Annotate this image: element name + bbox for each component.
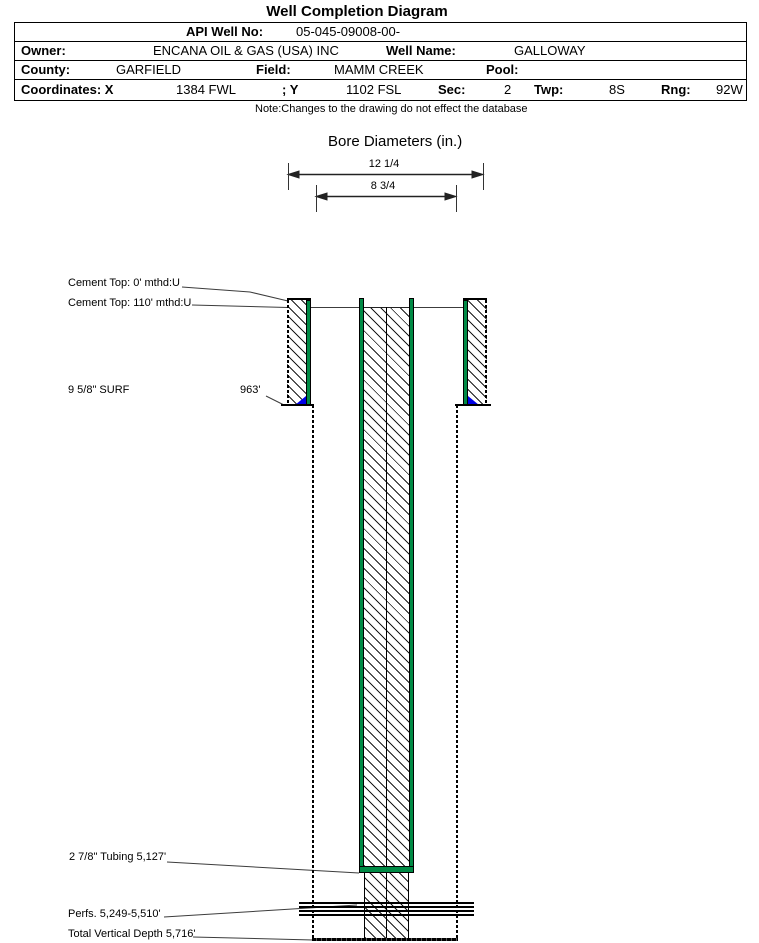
tubing-wall-right bbox=[409, 298, 414, 873]
inner-bore-diameter-value: 8 3/4 bbox=[370, 180, 396, 192]
perforation-line bbox=[299, 914, 474, 916]
page-title: Well Completion Diagram bbox=[266, 3, 448, 20]
borehole-wall-right bbox=[456, 405, 458, 941]
sec-value: 2 bbox=[504, 82, 512, 97]
outer-dim-arrow bbox=[288, 171, 483, 178]
outer-dim-tick-left bbox=[288, 163, 289, 190]
well-name-value: GALLOWAY bbox=[514, 43, 586, 58]
inner-dim-tick-right bbox=[456, 185, 457, 212]
api-label: API Well No: bbox=[186, 24, 264, 39]
coordinates-y-label: ; Y bbox=[282, 82, 299, 97]
surface-casing-label: 9 5/8" SURF bbox=[68, 384, 130, 396]
owner-label: Owner: bbox=[21, 43, 66, 58]
database-note: Note:Changes to the drawing do not effect the database bbox=[255, 103, 528, 115]
coordinates-x-value: 1384 FWL bbox=[176, 82, 236, 97]
perforation-line bbox=[299, 902, 474, 904]
county-value: GARFIELD bbox=[116, 62, 182, 77]
cement-top-110-leader bbox=[192, 305, 463, 308]
inner-dim-tick-left bbox=[316, 185, 317, 212]
perforations-label: Perfs. 5,249-5,510' bbox=[68, 908, 161, 920]
field-label: Field: bbox=[256, 62, 291, 77]
casing-wall-right bbox=[463, 300, 468, 405]
outer-dim-tick-right bbox=[483, 163, 484, 190]
county-label: County: bbox=[21, 62, 71, 77]
api-value: 05-045-09008-00- bbox=[296, 24, 401, 39]
cement-top-0-label: Cement Top: 0' mthd:U bbox=[68, 277, 180, 289]
surface-casing-left bbox=[287, 298, 311, 405]
inner-dim-arrow bbox=[316, 193, 456, 200]
perforation-line bbox=[299, 910, 474, 912]
pool-label: Pool: bbox=[486, 62, 519, 77]
borehole-edge-right-outer bbox=[485, 300, 487, 405]
field-value: MAMM CREEK bbox=[334, 62, 424, 77]
tubing-leader bbox=[167, 862, 359, 873]
borehole-bottom-line bbox=[312, 938, 458, 941]
owner-value: ENCANA OIL & GAS (USA) INC bbox=[153, 43, 339, 58]
coordinates-label: Coordinates: X bbox=[21, 82, 114, 97]
well-centerline bbox=[386, 307, 387, 938]
rng-label: Rng: bbox=[661, 82, 691, 97]
borehole-edge-left-outer bbox=[287, 300, 289, 405]
casing-shoe-line-right bbox=[455, 404, 491, 406]
sec-label: Sec: bbox=[438, 82, 466, 97]
tubing-label: 2 7/8" Tubing 5,127' bbox=[69, 851, 167, 863]
cement-top-0-leader bbox=[182, 287, 288, 301]
tubing-wall-left bbox=[359, 298, 364, 873]
twp-value: 8S bbox=[609, 82, 625, 97]
surface-casing-depth-label: 963' bbox=[240, 384, 261, 396]
tvd-label: Total Vertical Depth 5,716' bbox=[68, 928, 196, 940]
coordinates-y-value: 1102 FSL bbox=[346, 82, 402, 97]
surface-casing-right bbox=[463, 298, 487, 405]
perforation-line bbox=[299, 906, 474, 908]
casing-shoe-line-left bbox=[281, 404, 314, 406]
rng-value: 92W bbox=[716, 82, 743, 97]
tubing-bottom bbox=[359, 866, 414, 873]
cement-top-110-label: Cement Top: 110' mthd:U bbox=[68, 297, 192, 309]
outer-bore-diameter-value: 12 1/4 bbox=[368, 158, 400, 170]
well-name-label: Well Name: bbox=[386, 43, 456, 58]
borehole-wall-left bbox=[312, 405, 314, 941]
casing-wall-left bbox=[306, 300, 311, 405]
twp-label: Twp: bbox=[534, 82, 564, 97]
tvd-leader bbox=[193, 937, 313, 940]
bore-diameters-title: Bore Diameters (in.) bbox=[328, 133, 463, 150]
